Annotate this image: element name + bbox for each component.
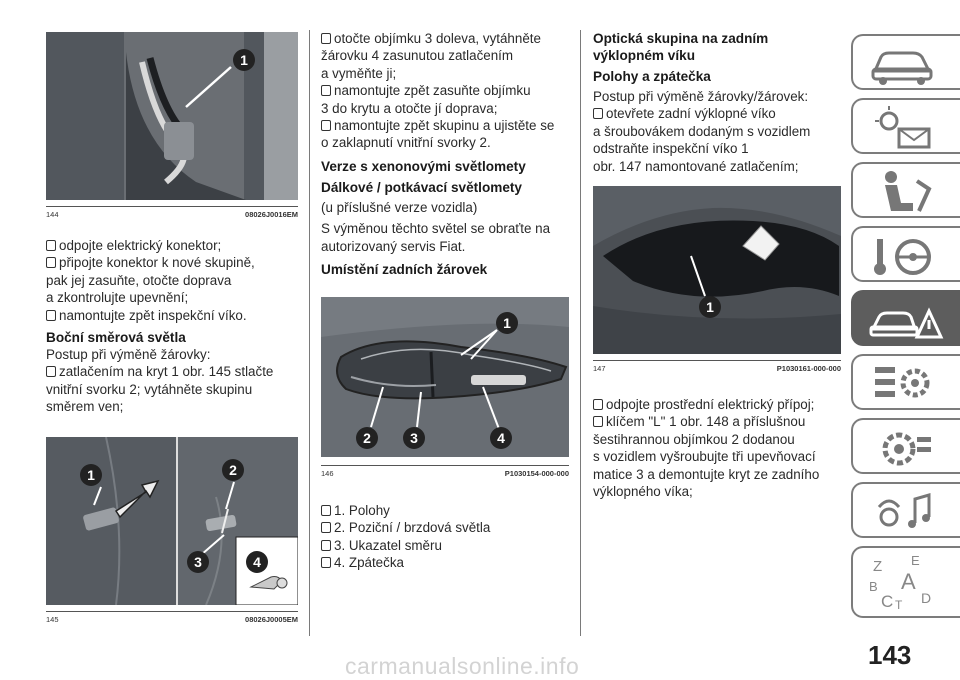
- figure-code: P1030154-000-000: [504, 469, 569, 478]
- text-line: směrem ven;: [46, 399, 124, 415]
- bullet-item: odpojte elektrický konektor;: [46, 237, 301, 254]
- warning-lights-icon: [867, 103, 947, 153]
- chapter-tab-warning-lights[interactable]: [851, 98, 960, 154]
- figure-145-callout: 2: [229, 462, 237, 478]
- maintenance-tools-icon: [867, 359, 947, 409]
- bullet-item: zatlačením na kryt 1 obr. 145 stlačte: [46, 363, 301, 380]
- text-line: odstraňte inspekční víko 1: [593, 141, 749, 157]
- bullet-item: namontujte zpět zasuňte objímku: [321, 82, 576, 99]
- technical-data-icon: [867, 423, 947, 473]
- figure-146-callout: 2: [363, 430, 371, 446]
- checkbox-bullet-icon: [321, 557, 331, 568]
- figure-146-callout: 1: [503, 315, 511, 331]
- chapter-tab-technical-data[interactable]: [851, 418, 960, 474]
- section-heading: Dálkové / potkávací světlomety: [321, 179, 522, 195]
- figure-number: 145: [46, 615, 59, 624]
- svg-text:T: T: [895, 598, 903, 612]
- figure-145-image: [46, 437, 298, 605]
- figure-code: 08026J0016EM: [245, 210, 298, 219]
- legend-item: 4. Zpátečka: [321, 554, 576, 571]
- svg-text:D: D: [921, 590, 932, 606]
- legend-item: 1. Polohy: [321, 502, 576, 519]
- text-line: o zaklapnutí vnitřní svorky 2.: [321, 135, 491, 151]
- bullet-item: otevřete zadní výklopné víko: [593, 105, 845, 122]
- checkbox-bullet-icon: [593, 416, 603, 427]
- page-number: 143: [868, 640, 912, 670]
- figure-145-callout: 3: [194, 554, 202, 570]
- seat-airbag-icon: [867, 167, 947, 217]
- text-line: autorizovaný servis Fiat.: [321, 238, 466, 254]
- bullet-item: namontujte zpět inspekční víko.: [46, 307, 301, 324]
- chapter-tab-index[interactable]: [851, 546, 960, 618]
- text-line: a zkontrolujte upevnění;: [46, 290, 189, 306]
- text-line: výklopného víka;: [593, 484, 693, 500]
- figure-145-caption: [46, 615, 298, 624]
- svg-text:C: C: [881, 592, 894, 611]
- figure-146-callout: 3: [410, 430, 418, 446]
- text-line: s vozidlem vyšroubujte tři upevňovací: [593, 449, 816, 465]
- bullet-item: otočte objímku 3 doleva, vytáhněte: [321, 30, 576, 47]
- text-line: šestihrannou objímkou 2 dodanou: [593, 431, 795, 447]
- section-heading: Boční směrová světla: [46, 330, 186, 346]
- checkbox-bullet-icon: [321, 85, 331, 96]
- checkbox-bullet-icon: [593, 108, 603, 119]
- checkbox-bullet-icon: [321, 120, 331, 131]
- chapter-tab-multimedia[interactable]: [851, 482, 960, 538]
- figure-144-callout: 1: [240, 52, 248, 68]
- section-heading: Umístění zadních žárovek: [321, 262, 488, 278]
- section-heading: výklopném víku: [593, 48, 695, 63]
- text-line: 3 do krytu a otočte jí doprava;: [321, 100, 498, 116]
- multimedia-icon: [867, 487, 947, 537]
- text-line: vnitřní svorku 2; vytáhněte skupinu: [46, 381, 253, 397]
- svg-text:A: A: [901, 569, 916, 594]
- figure-code: P1030161-000-000: [776, 364, 841, 373]
- figure-147-caption: [593, 364, 841, 373]
- paragraph: S výměnou těchto světel se obraťte na: [321, 221, 551, 237]
- checkbox-bullet-icon: [593, 399, 603, 410]
- figure-number: 146: [321, 469, 334, 478]
- column-divider: [580, 30, 581, 636]
- text-line: a šroubovákem dodaným s vozidlem: [593, 123, 811, 139]
- column-divider: [309, 30, 310, 636]
- checkbox-bullet-icon: [321, 540, 331, 551]
- figure-146-caption: [321, 469, 569, 478]
- checkbox-bullet-icon: [321, 522, 331, 533]
- chapter-tab-emergency[interactable]: [851, 290, 960, 346]
- car-dashboard-icon: [867, 39, 947, 89]
- bullet-item: namontujte zpět skupinu a ujistěte se: [321, 117, 576, 134]
- figure-144-image: [46, 32, 298, 200]
- alphabetical-index-icon: [867, 551, 947, 617]
- figure-145-callout: 4: [253, 554, 261, 570]
- watermark: carmanualsonline.info: [345, 653, 580, 679]
- bullet-item: klíčem "L" 1 obr. 148 a příslušnou: [593, 413, 845, 430]
- svg-text:Z: Z: [873, 558, 883, 575]
- text-line: matice 3 a demontujte kryt ze zadního: [593, 466, 820, 482]
- figure-146-image: [321, 297, 569, 457]
- bullet-item: odpojte prostřední elektrický přípoj;: [593, 396, 845, 413]
- legend-item: 2. Poziční / brzdová světla: [321, 519, 576, 536]
- checkbox-bullet-icon: [46, 240, 56, 251]
- checkbox-bullet-icon: [46, 257, 56, 268]
- paragraph: Postup při výměně žárovky/žárovek:: [593, 89, 809, 104]
- bullet-item: připojte konektor k nové skupině,: [46, 254, 301, 271]
- checkbox-bullet-icon: [321, 505, 331, 516]
- checkbox-bullet-icon: [46, 310, 56, 321]
- text-line: obr. 147 namontované zatlačením;: [593, 158, 799, 174]
- section-heading: Optická skupina na zadním: [593, 31, 769, 46]
- checkbox-bullet-icon: [321, 33, 331, 44]
- paragraph: Postup při výměně žárovky:: [46, 347, 211, 363]
- figure-146-callout: 4: [497, 430, 505, 446]
- chapter-tab-safety[interactable]: [851, 162, 960, 218]
- chapter-tab-dashboard[interactable]: [851, 34, 960, 90]
- figure-147-callout: 1: [706, 299, 714, 315]
- chapter-tab-maintenance[interactable]: [851, 354, 960, 410]
- checkbox-bullet-icon: [46, 366, 56, 377]
- figure-144-caption: [46, 210, 298, 219]
- legend-item: 3. Ukazatel směru: [321, 537, 576, 554]
- figure-number: 144: [46, 210, 59, 219]
- subsection-heading: Polohy a zpátečka: [593, 69, 711, 84]
- paragraph: (u příslušné verze vozidla): [321, 199, 478, 215]
- text-line: žárovku 4 zasunutou zatlačením: [321, 48, 514, 64]
- figure-145-callout: 1: [87, 467, 95, 483]
- text-line: a vyměňte ji;: [321, 65, 397, 81]
- figure-code: 08026J0005EM: [245, 615, 298, 624]
- key-steering-wheel-icon: [867, 231, 947, 281]
- text-line: pak jej zasuňte, otočte doprava: [46, 272, 232, 288]
- svg-text:E: E: [911, 553, 920, 568]
- svg-text:B: B: [869, 579, 878, 594]
- car-emergency-icon: [867, 295, 947, 345]
- chapter-tab-starting-driving[interactable]: [851, 226, 960, 282]
- section-heading: Verze s xenonovými světlomety: [321, 158, 526, 174]
- figure-number: 147: [593, 364, 606, 373]
- figure-147-image: [593, 186, 841, 354]
